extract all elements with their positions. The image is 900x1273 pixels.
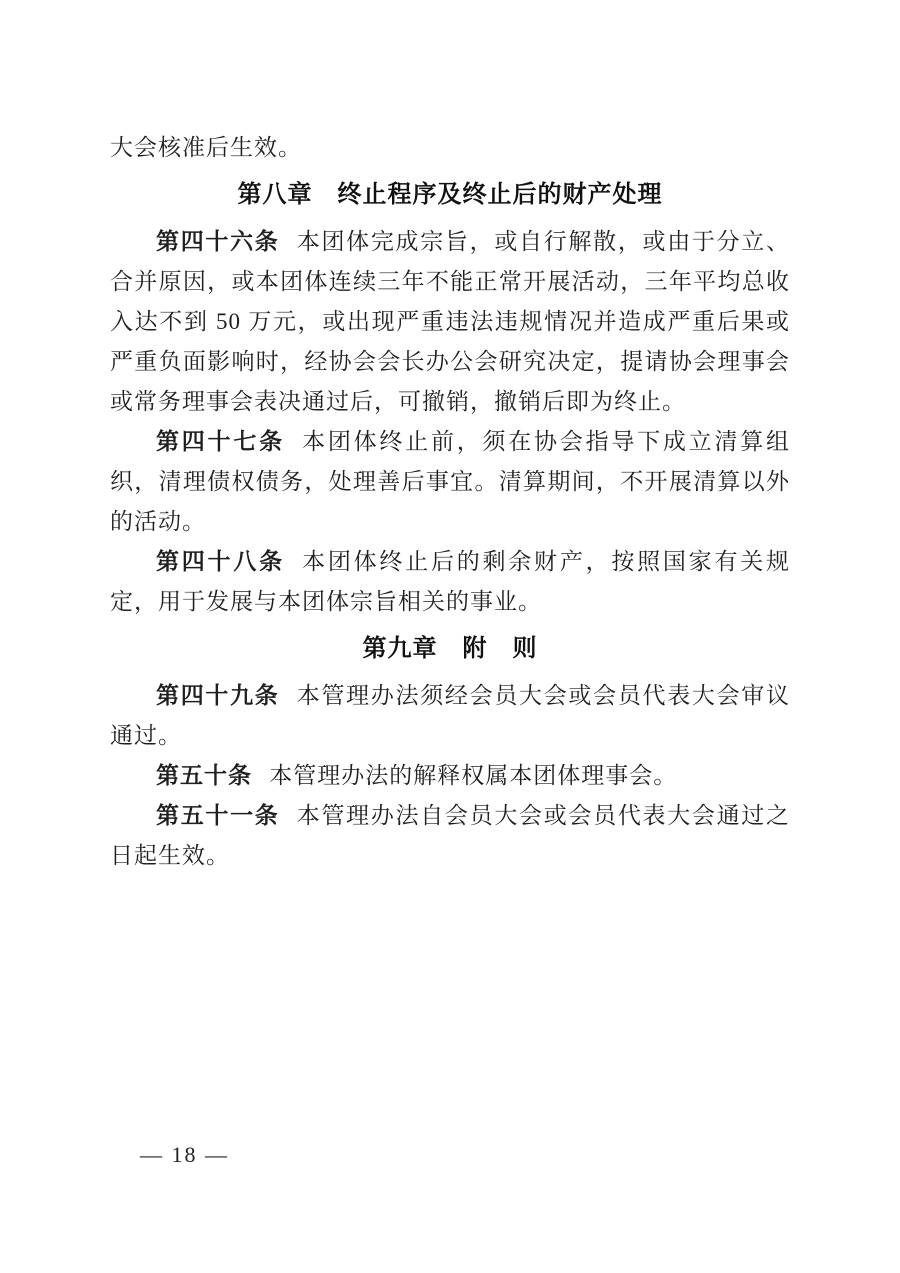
article-48-text: 本团体终止后的剩余财产，按照国家有关规定，用于发展与本团体宗旨相关的事业。 <box>110 549 791 614</box>
intro-line: 大会核准后生效。 <box>110 135 302 160</box>
chapter9-heading: 第九章 附 则 <box>362 634 538 662</box>
article-49-number: 第四十九条 <box>156 683 280 708</box>
article-51-number: 第五十一条 <box>156 803 280 828</box>
article-48 <box>110 542 790 622</box>
article-51 <box>110 796 790 876</box>
article-46-number: 第四十六条 <box>156 229 280 254</box>
article-47-number: 第四十七条 <box>156 429 285 454</box>
chapter8-heading: 第八章 终止程序及终止后的财产处理 <box>237 180 663 208</box>
article-49-text: 本管理办法须经会员大会或会员代表大会审议通过。 <box>110 683 791 748</box>
article-46-text: 本团体完成宗旨，或自行解散，或由于分立、合并原因，或本团体连续三年不能正常开展活动，三年平均总收入达不到 50 万元，或出现严重违法违规情况并造成严重后果或严重负面影响时，经协会会长办公会研究决定，提请协会理事会或常务理事会表决通过后，可撤销，撤销后即为终止。 <box>110 229 791 414</box>
article-47 <box>110 422 790 542</box>
article-49 <box>110 676 790 756</box>
article-50 <box>110 756 790 796</box>
article-47-text: 本团体终止前，须在协会指导下成立清算组织，清理债权债务，处理善后事宜。清算期间，不开展清算以外的活动。 <box>110 429 791 534</box>
article-48-number: 第四十八条 <box>156 549 285 574</box>
document-content <box>110 128 790 876</box>
article-51-text: 本管理办法自会员大会或会员代表大会通过之日起生效。 <box>110 803 791 868</box>
article-50-number: 第五十条 <box>156 763 252 788</box>
article-46 <box>110 222 790 422</box>
page-number: — 18 — <box>140 1142 229 1167</box>
article-50-text: 本管理办法的解释权属本团体理事会。 <box>269 763 678 788</box>
